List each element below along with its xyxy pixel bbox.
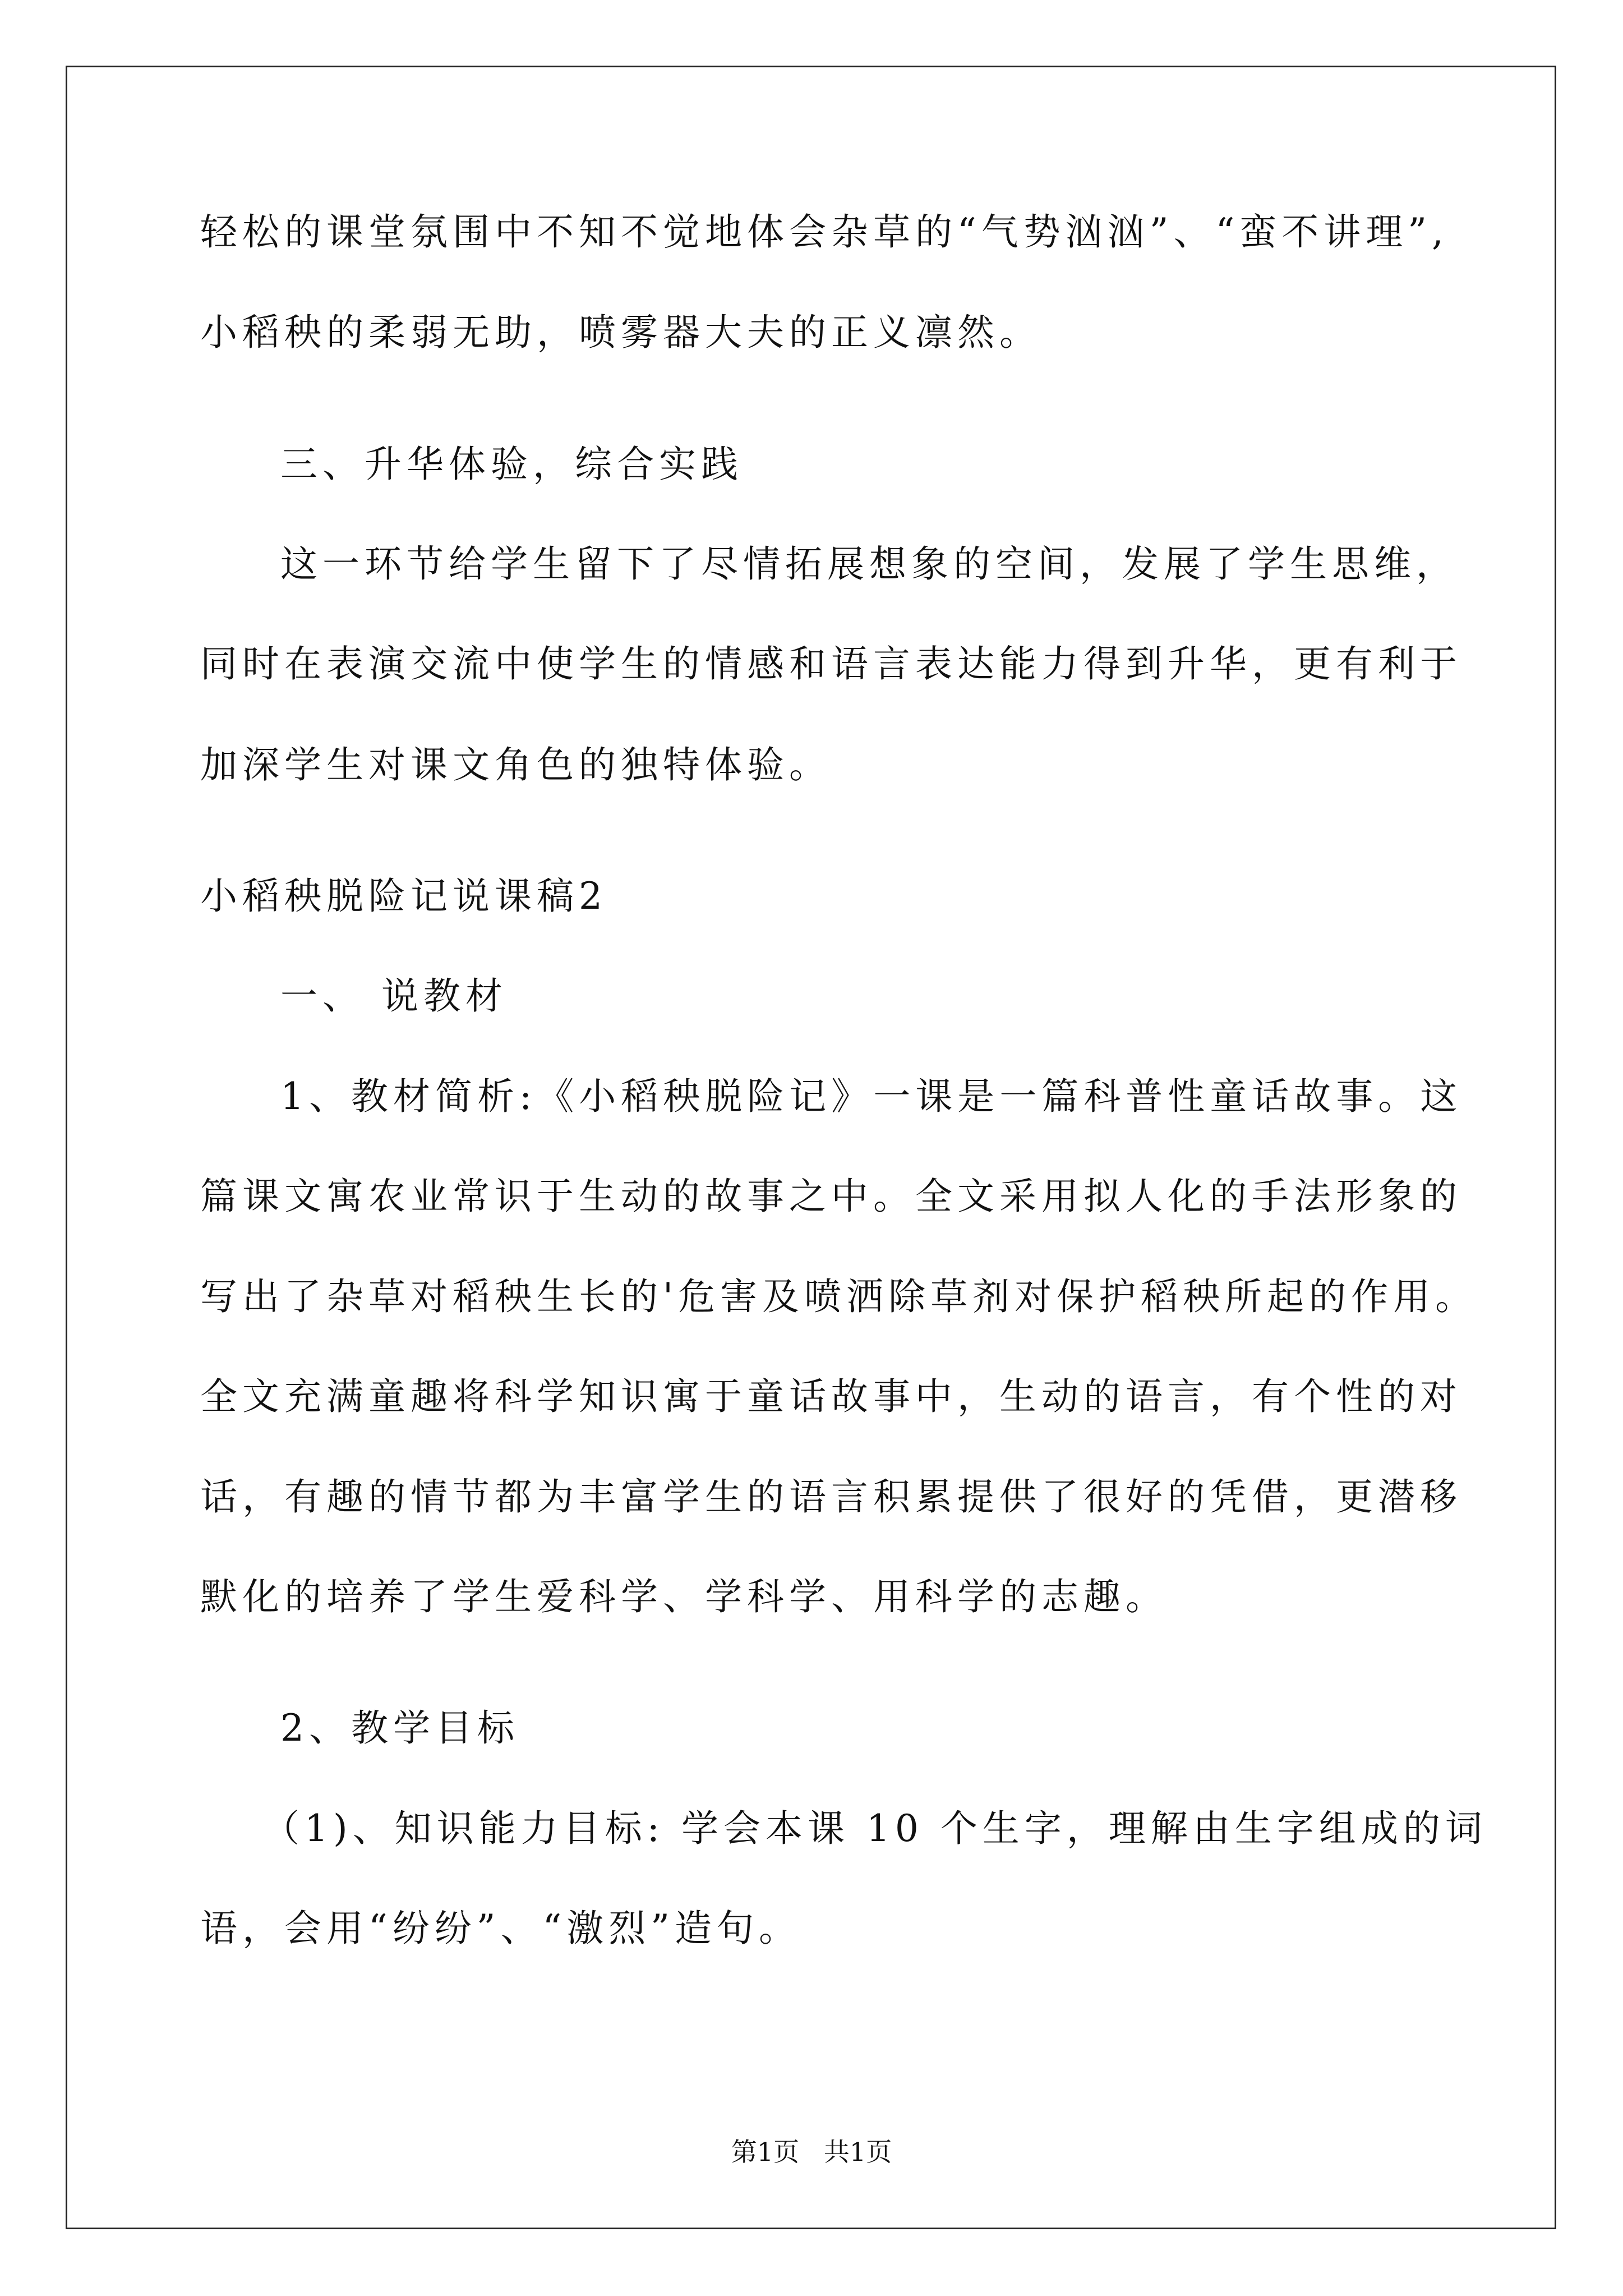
paragraph-line: 话，有趣的情节都为丰富学生的语言积累提供了很好的凭借，更潜移 (200, 1475, 1462, 1519)
paragraph-line: 同时在表演交流中使学生的情感和语言表达能力得到升华，更有利于 (200, 642, 1462, 685)
paragraph-line: 语，会用“纷纷”、“激烈”造句。 (200, 1907, 801, 1950)
paragraph-line: 写出了杂草对稻秧生长的'危害及喷洒除草剂对保护稻秧所起的作用。 (200, 1275, 1478, 1318)
paragraph-line: 加深学生对课文角色的独特体验。 (200, 743, 831, 786)
paragraph-line: 篇课文寓农业常识于生动的故事之中。全文采用拟人化的手法形象的 (200, 1175, 1462, 1218)
paragraph-line: 轻松的课堂氛围中不知不觉地体会杂草的“气势汹汹”、“蛮不讲理”, (200, 210, 1449, 254)
paragraph-line: 小稻秧的柔弱无助，喷雾器大夫的正义凛然。 (200, 311, 1041, 354)
section-heading: 三、升华体验，综合实践 (280, 443, 743, 486)
paragraph-line: 这一环节给学生留下了尽情拓展想象的空间，发展了学生思维， (280, 542, 1458, 586)
paragraph-line: 全文充满童趣将科学知识寓于童话故事中，生动的语言，有个性的对 (200, 1375, 1462, 1418)
page-border (66, 66, 1556, 2229)
section-heading: 2、教学目标 (280, 1706, 519, 1750)
paragraph-line: 默化的培养了学生爱科学、学科学、用科学的志趣。 (200, 1575, 1168, 1618)
document-title: 小稻秧脱险记说课稿2 (200, 875, 607, 918)
paragraph-line: （1)、知识能力目标: 学会本课 10 个生字，理解由生字组成的词 (262, 1807, 1487, 1850)
paragraph-line: 1、教材简析:《小稻秧脱险记》一课是一篇科普性童话故事。这 (280, 1075, 1463, 1118)
page-footer: 第1页 共1页 (731, 2137, 892, 2167)
section-heading: 一、 说教材 (280, 974, 508, 1018)
